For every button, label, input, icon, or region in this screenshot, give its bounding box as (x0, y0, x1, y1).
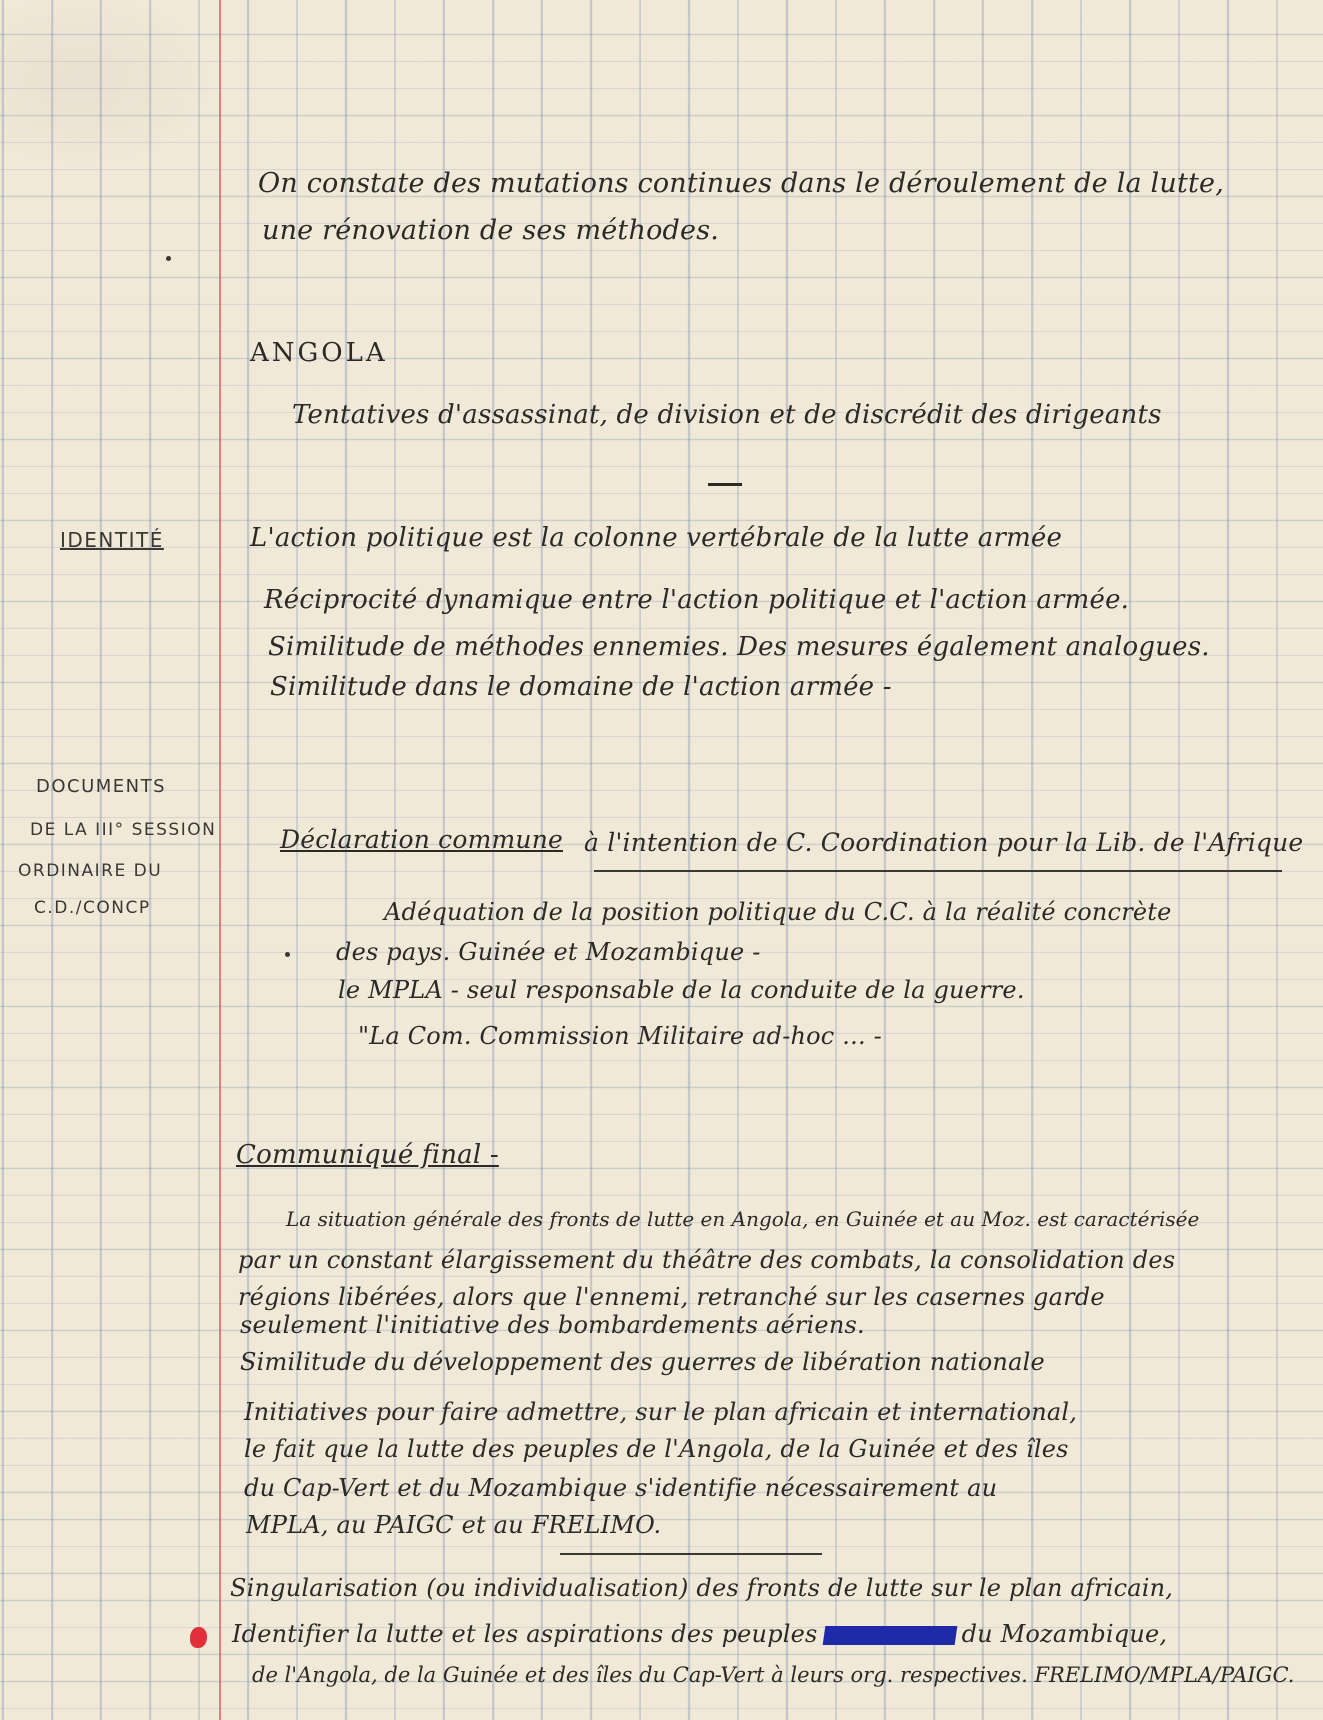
declaration-line-4: "La Com. Commission Militaire ad-hoc ... - (358, 1022, 882, 1050)
identite-line-3: Similitude de méthodes ennemies. Des mesures également analogues. (268, 632, 1210, 662)
intro-line-1: On constate des mutations continues dans le déroulement de la lutte, (258, 168, 1225, 199)
page-stain (0, 0, 220, 170)
declaration-line-1: Adéquation de la position politique du C.C. à la réalité concrète (384, 898, 1172, 926)
declaration-line-2: des pays. Guinée et Mozambique - (336, 938, 761, 966)
communique-line-5: Similitude du développement des guerres de libération nationale (240, 1348, 1045, 1376)
communique-line-4: seulement l'initiative des bombardements aériens. (240, 1311, 865, 1339)
communique-line-1: La situation générale des fronts de lutte en Angola, en Guinée et au Moz. est caractérisée (286, 1207, 1200, 1231)
stray-mark (285, 952, 290, 957)
closing-line-2-start: Identifier la lutte et les aspirations des peuples (232, 1620, 818, 1648)
margin-note-documents-3: ORDINAIRE DU (18, 861, 163, 881)
closing-separator (560, 1553, 822, 1555)
margin-note-documents-4: C.D./CONCP (34, 898, 151, 918)
margin-note-identite: IDENTITÉ (60, 528, 164, 552)
declaration-line-3: le MPLA - seul responsable de la conduite de la guerre. (338, 976, 1025, 1004)
margin-note-documents-1: DOCUMENTS (36, 776, 167, 797)
closing-line-1: Singularisation (ou individualisation) des fronts de lutte sur le plan africain, (230, 1574, 1174, 1602)
communique-line-8: du Cap-Vert et du Mozambique s'identifie nécessairement au (244, 1474, 998, 1502)
closing-line-2 (232, 1620, 1167, 1648)
communique-line-2: par un constant élargissement du théâtre des combats, la consolidation des (238, 1246, 1176, 1274)
declaration-underline (594, 870, 1282, 872)
communique-line-9: MPLA, au PAIGC et au FRELIMO. (246, 1511, 662, 1539)
identite-line-1: L'action politique est la colonne vertébrale de la lutte armée (250, 523, 1063, 553)
margin-note-documents-2: DE LA III° SESSION (30, 820, 217, 840)
intro-line-2: une rénovation de ses méthodes. (262, 215, 720, 246)
angola-title: ANGOLA (250, 338, 388, 368)
declaration-title-b: à l'intention de C. Coordination pour la Lib. de l'Afrique (584, 828, 1304, 857)
communique-line-7: le fait que la lutte des peuples de l'Angola, de la Guinée et des îles (244, 1435, 1069, 1463)
communique-line-3: régions libérées, alors que l'ennemi, retranché sur les casernes garde (238, 1283, 1105, 1311)
declaration-title-a: Déclaration commune (280, 825, 563, 854)
closing-line-3: de l'Angola, de la Guinée et des îles du Cap-Vert à leurs org. respectives. FRELIMO/MPLA/PAIGC. (252, 1663, 1295, 1687)
section-dash (708, 483, 742, 486)
margin-rule (219, 0, 221, 1720)
red-mark (190, 1627, 207, 1648)
identite-line-2: Réciprocité dynamique entre l'action politique et l'action armée. (264, 585, 1130, 615)
blue-scribble (822, 1626, 957, 1645)
closing-line-2-end: du Mozambique, (961, 1620, 1168, 1648)
communique-title: Communiqué final - (236, 1140, 499, 1170)
communique-line-6: Initiatives pour faire admettre, sur le plan africain et international, (244, 1398, 1078, 1426)
angola-line: Tentatives d'assassinat, de division et de discrédit des dirigeants (292, 400, 1162, 430)
identite-line-4: Similitude dans le domaine de l'action armée - (270, 672, 892, 702)
stray-mark (166, 256, 171, 261)
